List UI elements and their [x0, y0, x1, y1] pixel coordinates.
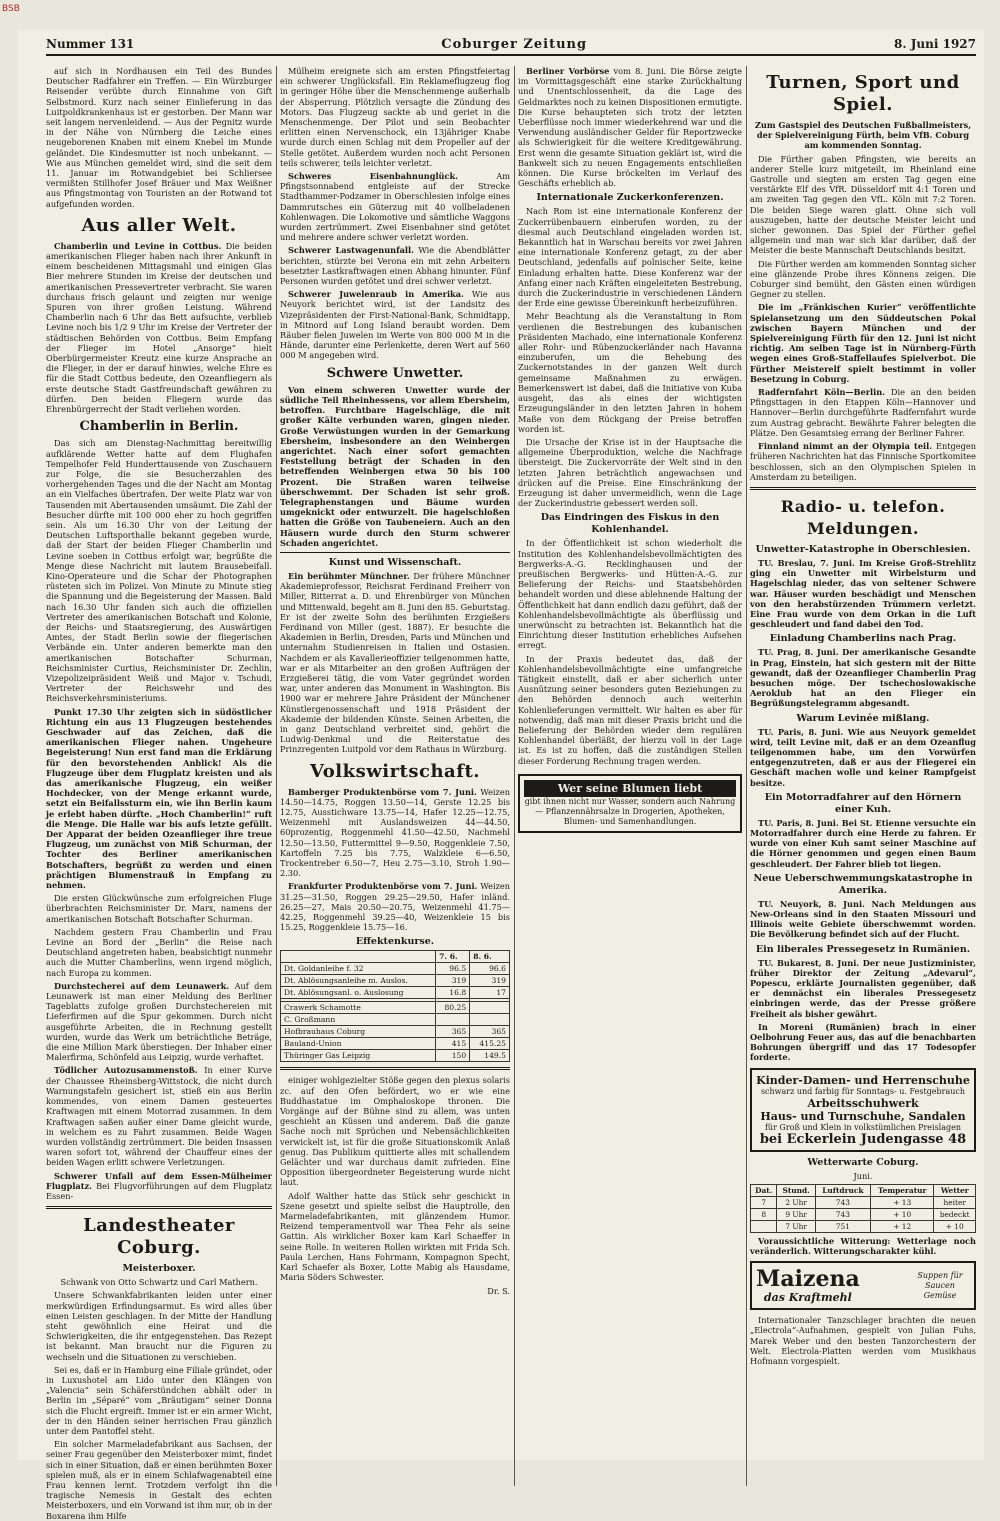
table-cell: 96.6 [470, 963, 510, 975]
table-header: Stund. [777, 1184, 815, 1196]
table-cell: 8 [751, 1208, 777, 1220]
column-rule [276, 66, 277, 1486]
heading-effektenkurse: Effektenkurse. [355, 936, 435, 948]
table-cell: bedeckt [934, 1208, 976, 1220]
table-row [751, 1208, 976, 1220]
column-rule [746, 66, 747, 1486]
heading-wetterwarte: Wetterwarte Coburg. [807, 1156, 919, 1168]
article-text: TU. Breslau, 7. Juni. Im Kreise Groß-Strehlitz ging ein Unwetter mit Wirbelsturm und Hagelschlag nieder, das von seltener Schwere war. Häuser wurden beschädigt und Menschen von den herabstürzenden Trümmern verletzt. Eine Frau wurde von dem Orkan in die Luft geschleudert und fand dabei den Tod. [750, 557, 976, 630]
heading-landestheater: Landestheater Coburg. [83, 1215, 235, 1259]
article-text: TU. Bukarest, 8. Juni. Der neue Justizminister, früher Direktor der Zeitung „Adevarul“, Popescu, erklärte Journalisten gegenüber, daß er demnächst ein liberales Pressegesetz einbringen werde, das der Presse größere Freiheit als bisher gewährt. [750, 957, 976, 1019]
ad-line: Arbeitsschuhwerk [807, 1096, 919, 1110]
article-text: Schwerer Unfall auf dem Essen-Mülheimer Flugplatz. Bei Flugvorführungen auf dem Flugplatz Essen- [46, 1170, 272, 1201]
table-cell: 415.25 [470, 1038, 510, 1050]
article-text: TU. Neuyork, 8. Juni. Nach Meldungen aus New-Orleans sind in den Staaten Missouri und Illinois weite Gebiete überschwemmt worden. Die Bevölkerung befindet sich auf der Flucht. [750, 898, 976, 940]
newspaper-page [18, 30, 984, 1521]
table-row [281, 1050, 510, 1062]
table-cell: 80.25 [436, 1002, 470, 1014]
article-text: Die im „Fränkischen Kurier“ veröffentlichte Spielansetzung um den Süddeutschen Pokal zwischen Bayern München und der Spielvereinigung Fürth für den 12. Juni ist nicht richtig. Am selben Tage ist in Nürnberg-Fürth wegen eines Groß-Staffellaufes Spielverbot. Die Fürther Meisterelf spielt bestimmt in voller Besetzung in Coburg. [750, 302, 976, 384]
article-text: Ein berühmter Münchner. Der frühere Münchner Akademieprofessor, Reichsrat Ferdinand Freiherr von Miller, Ritterrat a. D. und Ehrenbürger von München und Mittenwald, begeht am 8. Juni den 85. Geburtstag. Er ist der zweite Sohn des berühmten Erzgießers Ferdinand von Miller (gest. 1887). Er besuchte die Akademien in Berlin, Dresden, Paris und München und unternahm Studienreisen in Italien und Ostasien. Nachdem er als Kavallerieoffizier teilgenommen hatte, war er als Mitarbeiter an den großen Aufträgen der Erzgießerei tätig, die vom Vater gegründet worden war, unter anderen das Monument in Washington. Bis 1900 war er mehrere Jahre Präsident der Münchener Künstlergenossenschaft und 1918 Präsident der Akademie der bildenden Künste. Seinen Arbeiten, die in ganz Deutschland verbreitet sind, gehört die Ludwig-Denkmal und die Reiterstatue des Prinzregenten Luitpold vor dem Rathaus in Würzburg. [280, 570, 511, 755]
article-text: Frankfurter Produktenbörse vom 7. Juni. Weizen 31.25—31.50, Roggen 29.25—29.50, Hafer inländ. 26.25—27, Mais 20.50—20.75, Weizenmehl 41.75—42.25, Roggenmehl 39.25—40, Weizenkleie 15 bis 15.25, Roggenkleie 15.75—16. [280, 881, 511, 933]
table-cell: 415 [436, 1038, 470, 1050]
table-cell: 743 [815, 1208, 870, 1220]
table-row [281, 963, 510, 975]
effekten-table [280, 950, 510, 1062]
table-header: Wetter [934, 1184, 976, 1196]
article-text: Die ersten Glückwünsche zum erfolgreichen Fluge überbrachten Reichsminister Dr. Marx, namens der amerikanischen Botschaft Botschafter Schurman. [46, 893, 272, 924]
column-2 [280, 66, 510, 1486]
column-1 [46, 66, 273, 1521]
divider [280, 1067, 510, 1070]
heading-motorrad: Ein Motorradfahrer auf den Hörnern einer Kuh. [764, 791, 962, 815]
corner-mark: BSB [2, 4, 20, 14]
ad-maizena [750, 1261, 976, 1310]
table-row [281, 987, 510, 999]
table-cell: 9 Uhr [777, 1208, 815, 1220]
newspaper-title: Coburger Zeitung [441, 36, 588, 52]
heading-radio: Radio- u. telefon. Meldungen. [780, 496, 946, 538]
table-cell: C. Großmann [281, 1014, 436, 1026]
table-cell: Thüringer Gas Leipzig [281, 1050, 436, 1062]
table-row [281, 1002, 510, 1014]
article-text: Durchstecherei auf dem Leunawerk. Auf dem Leunawerk ist man einer Meldung des Berliner Tageblatts zufolge großen Durchstechereien mit Lieferfirmen auf die Spur gekommen. Durch nicht ausgeführte Arbeiten, die in Rechnung gestellt wurden, wurde das Werk um beträchtliche Beträge, die eine Million Mark überstiegen. Der Inhaber einer Malerfirma, Schönfeld aus Leipzig, wurde verhaftet. [46, 980, 272, 1063]
article-title: Finnland nimmt an der Olympia teil. [758, 441, 933, 452]
article-text: In der Öffentlichkeit ist schon wiederholt die Institution des Kohlenhandelsbevollmächtigten des Bergwerks-A.-G. Recklinghausen und der preußischen Bergwerks- und Hütten-A.-G. zur Belieferung der Reichs- und Staatsbehörden behandelt worden und diese ablehnende Haltung der Öffentlichkeit hat dann endlich dazu geführt, daß der Kohlenhandelsbevollmächtigte als überflüssig und unerwünscht zu betrachten ist. Bekanntlich hat die Einrichtung dieser Institution erhebliches Aufsehen erregt. [518, 538, 742, 651]
article-text: Bamberger Produktenbörse vom 7. Juni. Weizen 14.50—14.75, Roggen 13.50—14, Gerste 12.25 bis 12.75, Ausstichware 13.75—14, Hafer 12.25—12.75, Weizenmehl mit Auslandsweizen 44—44.50, 60prozentig, Roggenmehl 41.50—42.50, Nachmehl 12.50—13.50, Futtermittel 9—9.50, Roggenkleie 7.50, Kartoffeln 7.25 bis 7.75, Walzkleie 6—6.50, Trockentreber 6.50—7, Heu 2.75—3.10, Stroh 1.90—2.30. [280, 786, 510, 879]
wetter-month: Juni. [853, 1170, 873, 1181]
table-cell: 96.5 [436, 963, 470, 975]
masthead [46, 34, 976, 56]
article-title: Schwerer Lastwagenunfall. [288, 245, 415, 256]
divider [46, 1206, 272, 1209]
table-cell: 751 [815, 1220, 870, 1232]
signature: Dr. S. [487, 1285, 510, 1296]
heading-rumaenien: Ein liberales Pressegesetz in Rumänien. [755, 943, 971, 955]
heading-fiskus: Das Eindringen des Fiskus in den Kohlenhandel. [540, 512, 720, 536]
article-title: Durchstecherei auf dem Leunawerk. [54, 980, 230, 991]
section-heading-aus-aller-welt: Aus aller Welt. [81, 214, 237, 236]
article-text: In Moreni (Rumänien) brach in einer Oelbohrung Feuer aus, das auf die benachbarten Bohrungen übergriff und das 17 Todesopfer forderte. [750, 1021, 976, 1063]
heading-amerika: Neue Ueberschwemmungskatastrophe in Amerika. [753, 872, 973, 896]
sport-subhead: Zum Gastspiel des Deutschen Fußballmeisters, der Spielvereinigung Fürth, beim VfB. Coburg am kommenden Sonntag. [754, 120, 972, 151]
article-text: Internationaler Tanzschlager brachten die neuen „Electrola“-Aufnahmen, gespielt von Julian Fuhs, Marek Weber und den besten Tanzorchestern der Welt. Electrola-Platten werden vom Musikhaus Hofmann vorgespielt. [750, 1315, 976, 1367]
weather-table [750, 1184, 976, 1233]
table-cell [470, 1014, 510, 1026]
table-cell: 319 [436, 975, 470, 987]
article-title: Chamberlin und Levine in Cottbus. [54, 240, 222, 251]
table-row [281, 1026, 510, 1038]
article-title: Schwerer Unfall auf dem Essen-Mülheimer Flugplatz. [46, 1170, 272, 1191]
article-text: Die Fürther gaben Pfingsten, wie bereits an anderer Stelle kurz mitgeteilt, im Rheinland eine Gastrolle und siegten am ersten Tag gegen eine verstärkte Elf des VfR. Düsseldorf mit 4:1 Toren und am zweiten Tag gegen den VfL. Köln mit 7:2 Toren. Die beiden Siege waren glatt. Ohne sich voll auszugeben, hatte der deutsche Meister leicht und sicher gewonnen. Das Spiel der Fürther gefiel allgemein und man war sich klar darüber, daß der Meister die beste Mannschaft Deutschlands besitzt. [750, 153, 976, 256]
ad-line: schwarz und farbig für Sonntags- u. Festgebrauch [760, 1086, 966, 1096]
table-cell: + 13 [870, 1196, 934, 1208]
article-title: Schwerer Juwelenraub in Amerika. [288, 289, 464, 300]
article-text: Das sich am Dienstag-Nachmittag bereitwillig aufklärende Wetter hatte auf dem Flughafen Tempelhofer Feld Hunderttausende von Zuschauern zur Folge, die sie Besucherzahlen des vorhergehenden Tages und die der Nacht am Montag an ein Vielfaches übertrafen. Der weite Platz war von Tausenden mit Abertausenden umsäumt. Die Zahl der Besucher dürfte mit 100 000 eher zu hoch gegriffen sein. Als um 16.30 Uhr von der Leitung der Deutschen Luftsporthalle bekannt gegeben wurde, daß der Start der beiden Flieger Chamberlin und Levine soeben in Cottbus erfolgt war, begrüßte die Menge diese Nachricht mit lautem Brausebeifall. Kino-Operateure und die Schar der Photographen rüsteten sich im Polizei. Von Minute zu Minute stieg die Spannung und die Begeisterung der Massen. Bald nach 16.30 Uhr fanden sich auch die offiziellen Vertreter des amerikanischen Botschaft und Kolonie, der Reichs- und Staatsregierung, des Auswärtigen Amtes, der Stadt Berlin sowie der fliegerischen Verbände ein. Unter anderen bemerkte man den amerikanischen Botschafter Schurman, Reichsminister Curtius, Reichsminister Dr. Zechlin, Vizepolizeipräsident Weiß und Major v. Tschudi, Vertreter der Reichswehr und des Reichsverkehrsministeriums. [46, 438, 272, 704]
ad-eckerlein [750, 1068, 976, 1152]
table-row [751, 1220, 976, 1232]
ad-line: Haus- und Turnschuhe, Sandalen [760, 1109, 966, 1123]
ad-line: Kinder-Damen- und Herrenschuhe [756, 1073, 970, 1087]
table-header [281, 951, 436, 963]
table-cell: + 10 [870, 1208, 934, 1220]
table-row [281, 1014, 510, 1026]
table-cell: 149.5 [470, 1050, 510, 1062]
table-row [281, 975, 510, 987]
table-cell [751, 1220, 777, 1232]
article-text: Punkt 17.30 Uhr zeigten sich in südöstlicher Richtung ein aus 13 Flugzeugen bestehendes Geschwader auf das Zeichen, daß die amerikanischen Flieger nahen. Ungeheure Begeisterung! Nun erst fand man die Erklärung für den bevorstehenden Anblick! Als die Flugzeuge über dem Flugplatz kreisten und als das amerikanische Flugzeug, ein weißer Hochdecker, von der Menge erkannt wurde, setzt ein Beifallssturm ein, wie ihn Berlin kaum je erlebt haben dürfte. „Hoch Chamberlin!“ ruft die Menge. Die Halle war bis aufs letzte gefüllt. Der Apparat der beiden Ozeanflieger ihre treue Flugzeug, um zunächst von Miß Schurman, der Tochter des Berliner amerikanischen Botschafters, begrüßt zu werden und einen prächtigen Blumenstrauß in Empfang zu nehmen. [46, 706, 272, 891]
ad-maizena-side: Suppen für Saucen Gemüse [917, 1270, 963, 1300]
column-3 [518, 66, 742, 1486]
table-cell [470, 1002, 510, 1014]
issue-number: Nummer 131 [46, 37, 135, 51]
table-row [281, 1038, 510, 1050]
ad-maizena-brand: Maizena [756, 1266, 860, 1293]
table-cell: 365 [436, 1026, 470, 1038]
article-text: Radfernfahrt Köln—Berlin. Die an den beiden Pfingsttagen in den Etappen Köln—Hannover und Hannover—Berlin durchgeführte Radfernfahrt wurde zum Austrag gebracht. Bewährte Fahrer belegten die Plätze. Den Gesamtsieg errang der Berliner Fahrer. [750, 387, 976, 438]
table-cell: Dt. Ablösungsanleihe m. Auslos. [281, 975, 436, 987]
article-text: Die Fürther werden am kommenden Sonntag sicher eine glänzende Probe ihres Könnens zeigen. Die Coburger sind bemüht, den Gästen einen würdigen Gegner zu stellen. [750, 258, 976, 300]
weather-forecast: Voraussichtliche Witterung: Wetterlage noch veränderlich. Witterungscharakter kühl. [750, 1235, 976, 1257]
article-title: Tödlicher Autozusammenstoß. [54, 1065, 198, 1076]
table-cell: + 10 [934, 1220, 976, 1232]
article-text: Tödlicher Autozusammenstoß. In einer Kurve der Chaussee Rheinsberg-Wittstock, die nicht durch Warnungstafeln gesichert ist, stieß ein aus Berlin kommendes, von einem Damen gesteuertes Kraftwagen mit einem Motorrad zusammen. In dem Kraftwagen saßen außer einer Dame gleicht wurde, in welchem es zu Fahrt zusammen. Beide Wagen wurden vollständig zertrümmert. Die beiden Insassen waren sofort tot, während der Chauffeur eines der beiden Wagen erlitt schwere Verletzungen. [46, 1065, 273, 1168]
article-text: Chamberlin und Levine in Cottbus. Die beiden amerikanischen Flieger haben nach ihrer Ankunft in einem bescheidenen Mittagsmahl und einigen Glas Bier mehrere Stunden im Kreise der deutschen und amerikanischen Pressevertreter verbracht. Sie waren durchaus frisch gelaunt und zeigten nur wenige Spuren von ihrer großen Leistung. Während Chamberlin nach 6 Uhr das Bett aufsuchte, verblieb Levine noch bis 1/2 9 Uhr im Kreise der Vertreter der städtischen Behörden von Cottbus. Beim Empfang der Flieger im Hotel „Ansorge“ hielt Oberbürgermeister Kreutz eine kurze Ansprache an die Flieger, in der er darauf hinwies, welche Ehre es für die Stadt Cottbus bedeute, den Ozeanfliegern als erste deutsche Stadt Gastfreundschaft gewähren zu dürfen. Den beiden Fliegern wurde das Ehrenbürgerrecht der Stadt verliehen worden. [46, 240, 272, 415]
article-text: In der Praxis bedeutet das, daß der Kohlenhandelsbevollmächtigte eine umfangreiche Tätigkeit einstellt, daß er aber sicherlich unter Ausnützung seiner besonders guten Beziehungen zu den Behörden dennoch auch weiterhin Kohlenlieferungen vermittelt. Wir halten es aber für notwendig, daß man mit dieser Praxis bricht und die Belieferung der Behörden wieder dem regulären Kohlenhandel überläßt, der hierzu voll in der Lage ist. Es ist zu hoffen, daß die zuständigen Stellen dieser Forderung Rechnung tragen werden. [518, 653, 742, 766]
article-title: Frankfurter Produktenbörse vom 7. Juni. [288, 881, 478, 892]
article-text: einiger wohlgezielter Stöße gegen den plexus solaris zc. auf den Ofen befördert, wo er wie eine Buddhastatue im Omphaloskope thronen. Die Vorgänge auf der Bühne sind zu allem, was unten geschieht an Küssen und anderem. Daß die ganze Sache noch mit Sprüchen und Nebensächlichkeiten verwickelt ist, ist für die große Situationskomik Anlaß genug. Das Publikum quittierte alles mit schallendem Gelächter und war durchaus damit zufrieden. Eine Opposition übergeordneter Begeisterung wurde nicht laut. [280, 1075, 510, 1188]
article-title: Bamberger Produktenbörse vom 7. Juni. [288, 786, 477, 797]
table-cell: 2 Uhr [777, 1196, 815, 1208]
heading-chamberlin-berlin: Chamberlin in Berlin. [79, 419, 239, 435]
article-title: Ein berühmter Münchner. [288, 570, 410, 581]
heading-einladung: Einladung Chamberlins nach Prag. [769, 633, 957, 645]
heading-unwetter: Schwere Unwetter. [326, 365, 464, 381]
issue-date: 8. Juni 1927 [894, 37, 976, 51]
table-header: Luftdruck [815, 1184, 870, 1196]
heading-kunst: Kunst und Wissenschaft. [328, 556, 462, 568]
table-cell: Crawerk Schamotte [281, 1002, 436, 1014]
table-cell: 150 [436, 1050, 470, 1062]
table-cell: 17 [470, 987, 510, 999]
table-header: 7. 6. [436, 951, 470, 963]
article-text: Schwerer Juwelenraub in Amerika. Wie aus Neuyork berichtet wird, ist der Landsitz des Vizepräsidenten der First-National-Bank, Schmidtapp, in Mitnord auf Long Island beraubt worden. Dem Räuber fielen Juwelen im Werte von 800 000 M in die Hände, darunter eine Perlenkette, deren Wert auf 560 000 M angegeben wird. [280, 289, 510, 361]
article-text: Die Ursache der Krise ist in der Hauptsache die allgemeine Überproduktion, welche die Nachfrage übersteigt. Die Zuckervorräte der Welt sind in den letzten Jahren beträchtlich angewachsen und drücken auf die Preise. Eine Einschränkung der Erzeugung ist daher unvermeidlich, wenn die Lage der Zuckerindustrie gebessert werden soll. [518, 436, 742, 509]
heading-levine: Warum Levinée mißlang. [796, 712, 930, 724]
table-cell: heiter [934, 1196, 976, 1208]
table-cell: 319 [470, 975, 510, 987]
table-cell: 743 [815, 1196, 870, 1208]
table-cell: Bauland-Union [281, 1038, 436, 1050]
heading-volkswirtschaft: Volkswirtschaft. [309, 760, 481, 782]
article-text: Finnland nimmt an der Olympia teil. Entgegen früheren Nachrichten hat das Finnische Sportkomitee beschlossen, sich an den Olympischen Spielen in Amsterdam zu beteiligen. [750, 441, 976, 482]
table-row [751, 1196, 976, 1208]
article-title: Radfernfahrt Köln—Berlin. [758, 387, 886, 398]
divider [280, 552, 510, 553]
article-text: Sei es, daß er in Hamburg eine Filiale gründet, oder in Luxushotel am Lido unter den Klängen von „Valencia“ sein Schäferstündchen abhält oder in Berlin im „Séparé“ vom „Bräutigam“ seiner Donna sich die Flucht ergreift. Immer ist er ein armer Wicht, der in den Händen seiner herrischen Frau gänzlich unter dem Pantoffel steht. [46, 1364, 272, 1436]
article-text: Ein solcher Marmeladefabrikant aus Sachsen, der seiner Frau gegenüber den Meisterboxer mimt, findet sich in einer Situation, daß er einen berühmten Boxer spielen muß, als er in einem Schlafwagenabteil eine Frau kennen lernt. Trotzdem verfolgt ihn die tragische Nemesis in Gestalt des echten Meisterboxers, und ein Vorwand ist ihm nur, ob in der Boxarena ihm Hilfe [46, 1439, 272, 1521]
table-cell: 7 Uhr [777, 1220, 815, 1232]
article-text: TU. Paris, 8. Juni. Wie aus Neuyork gemeldet wird, teilt Levine mit, daß er an dem Ozeanflug teilgenommen habe, um den Vorwürfen entgegenzutreten, daß er aus der Fliegerei ein Geschäft machen wolle und keiner Rampfgeist besitze. [750, 726, 976, 788]
heading-meisterboxer: Meisterboxer. [122, 1263, 196, 1275]
article-title: Berliner Vorbörse [526, 66, 610, 76]
ad-blumen [518, 774, 742, 833]
article-text: Nachdem gestern Frau Chamberlin und Frau Levine an Bord der „Berlin“ die Reise nach Deutschland angetreten haben, beabsichtigt nunmehr auch die Mutter Chamberlins, wenn irgend möglich, nach Europa zu kommen. [46, 926, 272, 978]
article-text: Nach Rom ist eine internationale Konferenz der Zuckerrübenbauern einberufen worden, zu der diesmal auch Deutschland eingeladen worden ist. Bekanntlich hat in Warschau bereits vor zwei Jahren eine internationale Konferenz getagt, zu der aber Deutschland, jedenfalls auf polnischer Seite, keine Einladung erhalten hatte. Diese Konferenz war der Anfang einer nach Kräften eingeleiteten Bestrebung, durch die Zuckerindustrie in verschiedenen Ländern der Erde eine gewisse Übereinkunft herbeizuführen. [518, 206, 742, 309]
ad-line: bei Eckerlein Judengasse 48 [759, 1131, 967, 1147]
article-text: Berliner Vorbörse vom 8. Juni. Die Börse zeigte im Vormittagsgeschäft eine starke Zurückhaltung und Unentschlossenheit, da die Lage des Geldmarktes noch zu keinen Dispositionen ermutigte. Die Kurse behaupteten sich trotz der letzten Ueberflüsse noch immer wiederkehrend war und die Verwendung ausländischer Gelder für Reportzwecke als Schwierigkeit für die weitere Kreditgewährung. Erst wenn die gesamte Situation geklärt ist, wird die Bankwelt sich zu neuen Engagements entschließen können. Die Kurse bröckelten im Verlauf des Geschäfts erheblich ab. [518, 66, 742, 189]
article-text: Mülheim ereignete sich am ersten Pfingstfeiertag ein schwerer Unglücksfall. Ein Reklameflugzeug flog in geringer Höhe über die Menschenmenge außerhalb der Absperrung. Plötzlich versagte die Zündung des Motors. Das Flugzeug sackte ab und geriet in die Menschenmenge. Der Pilot und sein Beobachter erlitten einen Nervenschock, ein 13jähriger Knabe wurde durch einen Schlag mit dem Propeller auf der Stelle getötet. Außerdem wurden noch acht Personen teils schwerer, teils leichter verletzt. [280, 66, 510, 168]
article-text: Von einem schweren Unwetter wurde der südliche Teil Rheinhessens, vor allem Ebersheim, betroffen. Furchtbare Hagelschläge, die mit großer Kälte verbunden waren, gingen nieder. Große Verwüstungen wurden in der Gemarkung Ebersheim, insbesondere an den Weinbergen angerichtet. Nach einer sofort gemachten Feststellung beträgt der Schaden in den betreffenden Weinbergen etwa 50 bis 100 Prozent. Die Straßen waren teilweise überschwemmt. Der Schaden ist sehr groß. Telegraphenstangen und Bäume wurden umgeknickt oder entwurzelt. Die hagelschloßen hatten die Größe von Taubeneiern. Auch an den Häusern wurde durch den Sturm schwerer Schaden angerichtet. [280, 384, 510, 548]
article-text: Schwerer Lastwagenunfall. Wie die Abendblätter berichten, stürzte bei Verona ein mit zehn Arbeitern besetzter Lastkraftwagen einen Abhang hinunter. Fünf Personen wurden getötet und drei schwer verletzt. [280, 245, 511, 287]
heading-sport: Turnen, Sport und Spiel. [766, 72, 960, 115]
column-4 [750, 66, 976, 1486]
heading-zucker: Internationale Zuckerkonferenzen. [536, 192, 724, 204]
ad-line: für Groß und Klein in volkstümlichen Preislagen [764, 1122, 962, 1132]
table-cell: Hofbrauhaus Coburg [281, 1026, 436, 1038]
table-cell: Dt. Ablösungsanl. o. Auslosung [281, 987, 436, 999]
article-title: Schweres Eisenbahnunglück. [288, 171, 459, 182]
article-text: Unsere Schwankfabrikanten leiden unter einer merkwürdigen Erfindungsarmut. Es wird alles über einen Leisten geschlagen. In der Mitte der Handlung steht gewöhnlich eine Heirat und die Schwierigkeiten, die ihr entgegenstehen. Das Rezept ist bekannt. Man braucht nur die Figuren zu wechseln und die Situationen zu verschieben. [46, 1290, 272, 1362]
table-cell: Dt. Goldanleihe f. 32 [281, 963, 436, 975]
article-text: Adolf Walther hatte das Stück sehr geschickt in Szene gesetzt und spielte selbst die Hauptrolle, den Marmeladefabrikanten, mit glänzendem Humor. Reizend temperamentvoll war Thea Fehr als seine Gattin. Als wirklicher Boxer kam Karl Schaeffer in seine Rolle. In weiteren Rollen wirkten mit Frida Sch. Paula Lerchen, Hans Fohrmann, Kompagnon Specht, Karl Schaefer als Boxer, Lotte Mabig als Hausdame, Maria Söders Schwester. [280, 1190, 510, 1283]
table-header: Dat. [751, 1184, 777, 1196]
article-text: auf sich in Nordhausen ein Teil des Bundes Deutscher Radfahrer ein Treffen. — Ein Würzburger Reisender verübte durch Einnahme von Gift Selbstmord. Kurz nach seiner Einlieferung in das Luitpoldkrankenhaus ist er gestorben. Der Mann war seit langem nervenleidend. — Aus der Pegnitz wurde in der Nähe von Nürnberg die Leiche eines neugeborenen Knaben mit einem Knebel im Munde geländet. Die Kindesmutter ist noch unbekannt. — Wie aus München gemeldet wird, sind die seit dem 11. Januar im Rotwandgebiet bei Schliersee vermißten Stillhofer Josef Bräuer und Max Weißner aus Pfingstmontag von Touristen an der Rotwand tot aufgefunden worden. [46, 66, 272, 209]
table-cell: + 12 [870, 1220, 934, 1232]
column-rule [514, 66, 515, 1486]
table-cell: 7 [751, 1196, 777, 1208]
article-text: Schweres Eisenbahnunglück. Am Pfingstsonnabend entgleiste auf der Strecke Stadthammer-Podzamer in Oberschlesien infolge eines Dammrutsches ein Güterzug mit 40 vollbeladenen Kohlenwagen. Die Lokomotive und sämtliche Waggons wurden zertrümmert. Zwei Eisenbahner sind getötet und mehrere andere schwer verletzt worden. [280, 171, 510, 243]
table-header: Temperatur [870, 1184, 934, 1196]
ad-maizena-tag: das Kraftmehl [763, 1291, 852, 1305]
heading-unwetter-oberschlesien: Unwetter-Katastrophe in Oberschlesien. [755, 543, 971, 555]
article-text: Mehr Beachtung als die Veranstaltung in Rom verdienen die Bestrebungen des kubanischen Präsidenten Machado, eine internationale Konferenz aller Rohr- und Rübenzuckerländer nach Havanna einzuberufen, um die Behebung des Zuckernotstandes in der ganzen Welt durch gemeinsame Maßnahmen zu erwägen. Bemerkenswert ist dabei, daß die Initiative von Kuba ausgeht, das als eines der wichtigsten Erzeugungsländer in den letzten Jahren in hohem Maße von dem Rückgang der Preise betroffen worden ist. [518, 311, 742, 434]
play-subtitle: Schwank von Otto Schwartz und Carl Mathern. [60, 1277, 258, 1288]
article-text: TU. Paris, 8. Juni. Bei St. Etienne versuchte ein Motorradfahrer durch eine Herde zu fahren. Er wurde von einer Kuh samt seiner Maschine auf die Hörner genommen und gegen einen Baum geschleudert. Der Fahrer blieb tot liegen. [750, 817, 976, 869]
table-cell [436, 1014, 470, 1026]
table-cell: 365 [470, 1026, 510, 1038]
table-header: 8. 6. [470, 951, 510, 963]
divider [750, 487, 976, 490]
ad-blumen-text: gibt ihnen nicht nur Wasser, sondern auch Nahrung — Pflanzennährsalze in Drogerien, Apotheken, Blumen- und Samenhandlungen. [524, 796, 736, 826]
article-text: TU. Prag, 8. Juni. Der amerikanische Gesandte in Prag, Einstein, hat sich gestern mit der Bitte gewandt, daß der Ozeanflieger Chamberlin Prag besuchen möge. Der tschechoslowakische Aeroklub hat an den Flieger ein Begrüßungstelegramm abgesandt. [750, 647, 976, 709]
table-cell: 16.8 [436, 987, 470, 999]
ad-blumen-head: Wer seine Blumen liebt [524, 780, 736, 797]
